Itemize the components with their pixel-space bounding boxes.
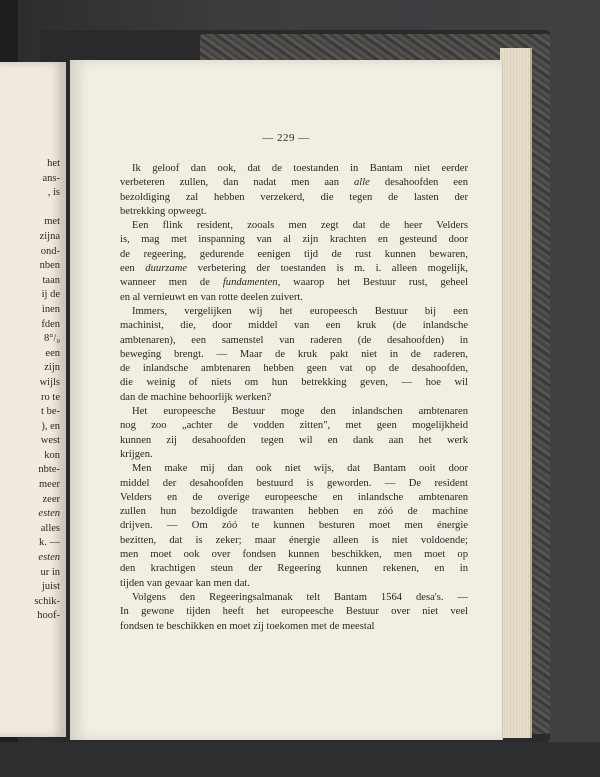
- text-line: de inlandsche ambtenaren hebben geen vat op de desahoofden,: [120, 363, 468, 375]
- left-fragment: met: [44, 216, 60, 228]
- left-fragment: ro te: [41, 391, 60, 403]
- left-fragment: fden: [41, 318, 60, 330]
- text-line: men moet ook over fondsen kunnen beschikken, men moet op: [120, 549, 468, 561]
- text-line: verbeteren zullen, dan nadat men aan alle desahoofden een: [120, 177, 468, 189]
- text-line: Velders en de overige europeesche en inlandsche ambtenaren: [120, 491, 468, 503]
- left-fragment: kon: [44, 449, 60, 461]
- text-line: krijgen.: [120, 448, 153, 460]
- right-page: [70, 60, 502, 740]
- text-line: zullen hun bezoldigde trawanten hebben en zóó de machine: [120, 506, 468, 518]
- emphasis: duurzame: [145, 263, 188, 275]
- left-fragment: ), en: [41, 420, 60, 432]
- left-fragment: alles: [40, 522, 60, 534]
- left-page: [0, 62, 66, 737]
- text-line: wanneer men de fundamenten, waarop het Bestuur rust, geheel: [120, 277, 468, 289]
- left-fragment: t be-: [41, 406, 60, 418]
- text-line: Immers, vergelijken wij het europeesch Bestuur bij een: [132, 305, 468, 317]
- left-fragment: nben: [39, 260, 60, 272]
- text-line: de regeering, gedurende eenigen tijd de rust kunnen bewaren,: [120, 248, 468, 260]
- text-line: kunnen zij desahoofden tegen wil en dank aan het werk: [120, 434, 468, 446]
- text-line: ambtenaren), een samenstel van raderen (de desahoofden) in: [120, 334, 468, 346]
- left-fragment: zijn: [44, 362, 60, 374]
- left-fragment: zeer: [42, 493, 60, 505]
- left-fragment: taan: [42, 274, 60, 286]
- left-fragment: ij de: [41, 289, 60, 301]
- text-line: bezoldiging zal hebben verzekerd, die tegen de lasten der: [120, 191, 468, 203]
- text-line: nog zoo „achter de vodden zitten", met geen mogelijkheid: [120, 420, 468, 432]
- page-number: — 229 —: [262, 132, 310, 144]
- text-line: Een flink resident, zooals men zegt dat de heer Velders: [132, 220, 468, 232]
- text-line: betrekking opweegt.: [120, 205, 207, 217]
- text-line: Ik geloof dan ook, dat de toestanden in Bantam niet eerder: [132, 163, 468, 174]
- text-line: dan de machine behoorlijk werken?: [120, 391, 272, 403]
- text-line: een duurzame verbetering der toestanden is m. i. alleen mogelijk,: [120, 263, 468, 275]
- text-line: tijden van gevaar kan men dat.: [120, 577, 251, 589]
- text-line: drijven. — Om zóó te kunnen besturen moet men énergie: [120, 520, 468, 532]
- left-fragment: zijna: [39, 230, 60, 242]
- text-line: middel der desahoofden bestuurd is geworden. — De resident: [120, 477, 468, 489]
- left-fragment: wijls: [39, 376, 60, 388]
- left-page-text-fragments: [0, 157, 60, 624]
- left-fragment: esten: [38, 508, 60, 520]
- text-line: is, mag met inspanning van al zijn krachten en gesteund door: [120, 234, 468, 246]
- left-fragment: ond-: [40, 245, 60, 257]
- left-fragment: k. —: [39, 537, 60, 549]
- text-line: beweging brengt. — Maar de kruk pakt niet in de raderen,: [120, 348, 468, 360]
- left-fragment: , is: [47, 187, 60, 199]
- left-fragment: juist: [41, 581, 60, 593]
- text-line: die weinig of niets om hun betrekking geven, — hoe wil: [120, 377, 468, 389]
- left-fragment: het: [47, 158, 60, 169]
- text-line: Volgens den Regeeringsalmanak telt Bantam 1564 desa's. —: [132, 591, 468, 603]
- text-line: fondsen te beschikken en moet zij toekomen met de meestal: [120, 620, 375, 632]
- left-fragment: ans-: [42, 172, 60, 184]
- page-edges: [500, 48, 532, 738]
- left-fragment: meer: [39, 479, 60, 491]
- text-line: den krachtigen steun der Regeering kunnen rekenen, en in: [120, 563, 468, 575]
- left-fragment: esten: [38, 552, 60, 564]
- bottom-shadow: [0, 742, 600, 777]
- emphasis: alle: [354, 177, 370, 189]
- left-fragment: west: [40, 435, 60, 447]
- text-line: machinist, die, door middel van een kruk (de inlandsche: [120, 320, 468, 332]
- text-line: Het europeesche Bestuur moge den inlandschen ambtenaren: [132, 406, 468, 418]
- emphasis: fundamenten,: [222, 277, 281, 289]
- left-fragment: [0, 201, 60, 216]
- left-fragment: hoof-: [37, 610, 60, 622]
- text-line: In gewone tijden heeft het europeesche Bestuur over niet veel: [120, 606, 468, 618]
- left-fragment: nbte-: [38, 464, 60, 476]
- text-line: bezitten, dat is zeker; maar énergie alleen is niet voldoende;: [120, 534, 468, 546]
- left-fragment: schik-: [34, 595, 60, 607]
- left-fragment: inen: [41, 303, 60, 315]
- text-line: en al vernieuwt en van rotte deelen zuivert.: [120, 291, 303, 303]
- left-fragment: 8°/₀: [43, 333, 60, 345]
- page-body-text: [120, 162, 468, 634]
- text-line: Men make mij dan ook niet wijs, dat Bantam ooit door: [132, 463, 468, 475]
- left-fragment: ur in: [40, 566, 60, 578]
- left-fragment: een: [45, 347, 60, 359]
